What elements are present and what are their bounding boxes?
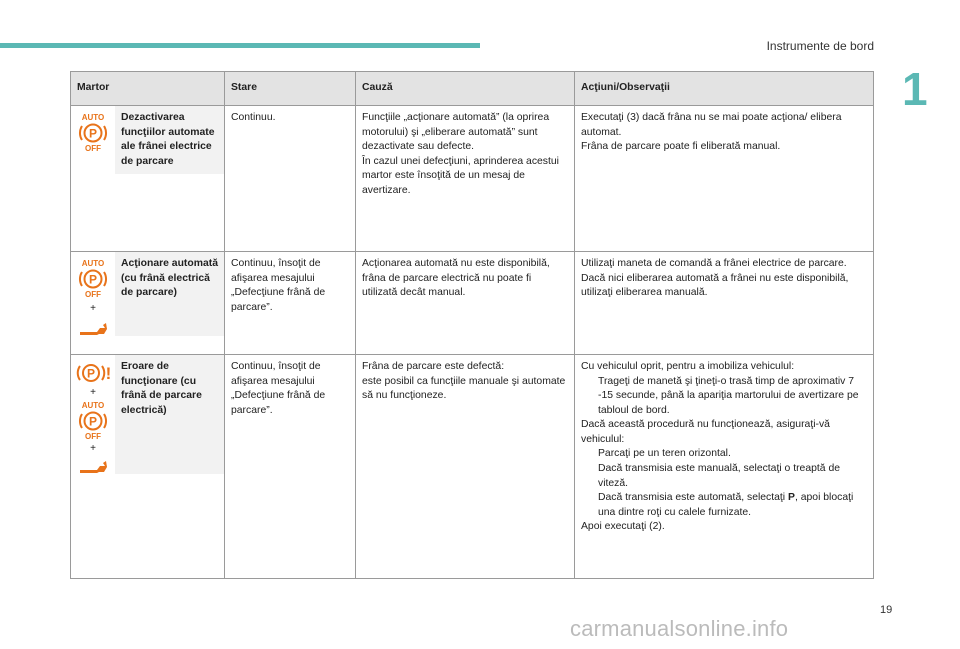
action-cell: [575, 252, 874, 355]
cause-line: În cazul unei defecţiuni, aprinderea acestui martor este însoţită de un mesaj de avertizare.: [362, 155, 559, 196]
indicator-cell: [71, 252, 225, 355]
indicator-cell: [71, 106, 225, 252]
svg-text:OFF: OFF: [85, 290, 101, 298]
svg-text:P: P: [88, 272, 98, 287]
indicator-name: Eroare de funcţionare (cu frână de parcare electrică): [115, 355, 224, 474]
auto-off-parking-icon: [76, 258, 110, 298]
action-bullet: Dacă transmisia este automată, selectaţi P, apoi blocaţi una dintre roţi cu calele furnizate.: [598, 492, 854, 518]
state-cell: Continuu.: [225, 106, 356, 252]
action-cell: [575, 355, 874, 579]
cause-line: Funcţiile „acţionare automată” (la oprirea motorului) şi „eliberare automată” sunt dezactivate sau defecte.: [362, 112, 550, 153]
wrench-icon: [78, 460, 108, 474]
action-outro: Apoi executaţi (2).: [581, 521, 665, 533]
cause-cell: [356, 106, 575, 252]
off-label: OFF: [85, 144, 101, 152]
plus-sign: +: [90, 443, 96, 454]
svg-text:P: P: [86, 366, 96, 381]
cause-line: Frâna de parcare este defectă:: [362, 361, 505, 372]
icon-column: [71, 355, 115, 474]
table-row: [71, 252, 874, 355]
svg-text:OFF: OFF: [85, 432, 101, 440]
icon-column: [71, 252, 115, 336]
action-line: Utilizaţi maneta de comandă a frânei electrice de parcare.: [581, 258, 847, 269]
column-header-cauza: Cauză: [356, 72, 575, 106]
column-header-martor: Martor: [71, 72, 225, 106]
state-cell: Continuu, însoţit de afişarea mesajului „Defecţiune frână de parcare”.: [225, 252, 356, 355]
icon-column: [71, 106, 115, 174]
state-cell: Continuu, însoţit de afişarea mesajului „Defecţiune frână de parcare”.: [225, 355, 356, 579]
action-cell: [575, 106, 874, 252]
indicator-name: Dezactivarea funcţiilor automate ale frânei electrice de parcare: [115, 106, 224, 174]
auto-label: AUTO: [81, 113, 105, 122]
auto-off-parking-icon: [76, 112, 110, 152]
action-line: Frâna de parcare poate fi eliberată manual.: [581, 141, 781, 153]
cause-cell: [356, 355, 575, 579]
action-bullet: Parcaţi pe un teren orizontal.: [598, 448, 731, 460]
column-header-actiuni: Acţiuni/Observaţii: [575, 72, 874, 106]
table-header-row: [71, 72, 874, 106]
action-line: Executaţi (3) dacă frâna nu se mai poate acţiona/ elibera automat.: [581, 112, 842, 138]
header-accent-bar: [0, 43, 480, 48]
action-middle: Dacă această procedură nu funcţionează, asiguraţi-vă vehiculul:: [581, 419, 830, 445]
indicator-cell: [71, 355, 225, 579]
svg-text:P: P: [88, 414, 98, 429]
section-title: Instrumente de bord: [766, 39, 874, 53]
watermark: carmanualsonline.info: [570, 616, 789, 641]
gear-p-label: P: [788, 492, 795, 504]
plus-sign: +: [90, 387, 96, 398]
indicator-name: Acţionare automată (cu frână electrică de parcare): [115, 252, 224, 336]
action-bullet: Dacă transmisia este manuală, selectaţi o treaptă de viteză.: [598, 462, 840, 489]
wrench-icon: [78, 322, 108, 336]
table-row: [71, 106, 874, 252]
plus-sign: +: [90, 303, 96, 314]
column-header-stare: Stare: [225, 72, 356, 106]
action-line: Dacă nici eliberarea automată a frânei nu este disponibilă, utilizaţi eliberarea manuală.: [581, 272, 849, 299]
exclaim-label: !: [105, 364, 112, 383]
cause-line: este posibil ca funcţiile manuale şi automate să nu funcţioneze.: [362, 375, 566, 402]
svg-text:AUTO: AUTO: [81, 259, 105, 268]
action-intro: Cu vehiculul oprit, pentru a imobiliza vehiculul:: [581, 361, 795, 372]
svg-text:AUTO: AUTO: [81, 401, 105, 410]
warning-lights-table: [70, 71, 874, 579]
table-row: [71, 355, 874, 579]
cause-line: Acţionarea automată nu este disponibilă, frâna de parcare electrică nu poate fi utilizată decât manual.: [362, 258, 550, 299]
auto-off-parking-icon: [76, 400, 110, 440]
page-number: 19: [880, 604, 893, 616]
action-bullet: Trageţi de manetă şi ţineţi-o trasă timp de aproximativ 7 -15 secunde, până la apariţia martorului de avertizare pe tabloul de bord.: [598, 375, 859, 416]
chapter-number: 1: [902, 63, 928, 115]
p-label: P: [88, 126, 98, 141]
parking-brake-fault-icon: [74, 361, 112, 385]
cause-cell: [356, 252, 575, 355]
